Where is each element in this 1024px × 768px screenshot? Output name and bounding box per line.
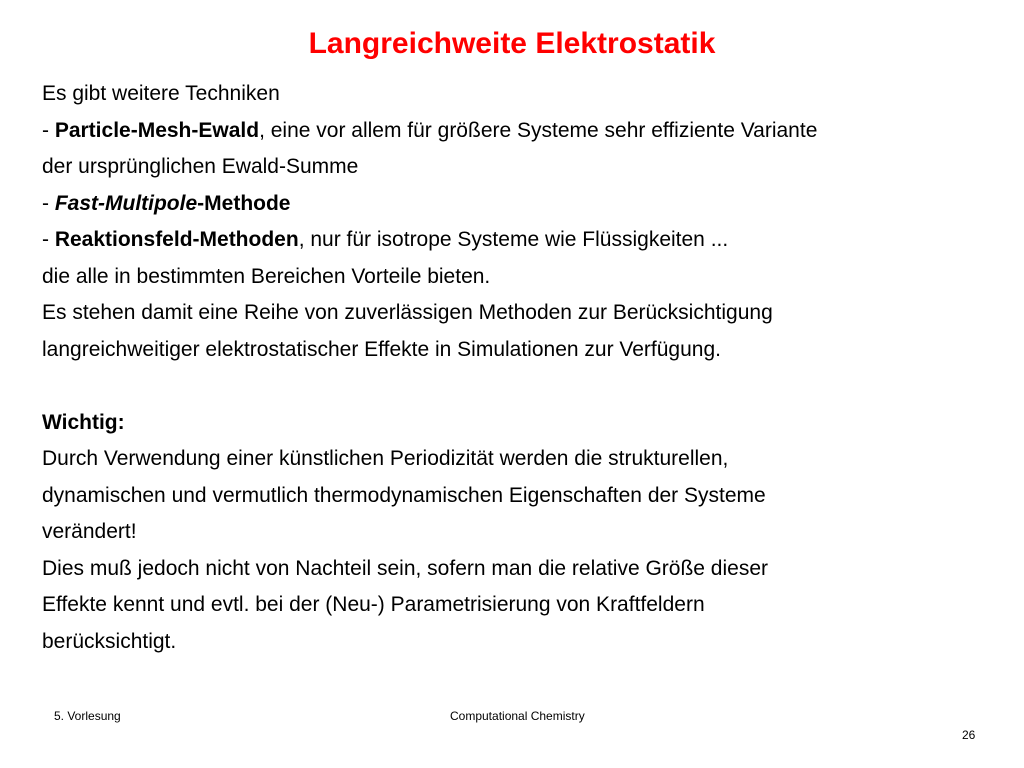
text-line-pme: [42, 113, 1002, 150]
text-line: Es stehen damit eine Reihe von zuverlässigen Methoden zur Berücksichtigung: [42, 301, 773, 324]
text-line: dynamischen und vermutlich thermodynamischen Eigenschaften der Systeme: [42, 483, 766, 507]
heading-wichtig: [42, 405, 1002, 442]
text-line: Es gibt weitere Techniken: [42, 82, 280, 105]
page-number: 26: [962, 728, 976, 742]
text-line-fmm: [42, 186, 1002, 223]
heading-text: Wichtig:: [42, 410, 125, 434]
term-fast-multipole: [55, 192, 291, 215]
term-fast-multipole-italic: Fast-Multipole: [54, 191, 198, 215]
dash: -: [42, 191, 55, 215]
dash: -: [42, 228, 55, 251]
term-reaktionsfeld-methoden: Reaktionsfeld-Methoden: [54, 228, 299, 251]
text: , nur für isotrope Systeme wie Flüssigkeiten ...: [298, 228, 729, 251]
term-particle-mesh-ewald: Particle-Mesh-Ewald: [54, 118, 260, 142]
slide-title: Langreichweite Elektrostatik: [308, 27, 716, 60]
text-line: der ursprünglichen Ewald-Summe: [42, 155, 359, 178]
text-line: Effekte kennt und evtl. bei der (Neu-) Parametrisierung von Kraftfeldern: [42, 593, 705, 616]
footer-lecture: 5. Vorlesung: [54, 709, 121, 723]
text-line: Dies muß jedoch nicht von Nachteil sein, sofern man die relative Größe dieser: [42, 556, 768, 580]
term-methode: -Methode: [197, 191, 291, 215]
slide-body: [42, 76, 1002, 660]
text-line: die alle in bestimmten Bereichen Vorteile bieten.: [42, 264, 491, 288]
text-line: Durch Verwendung einer künstlichen Periodizität werden die strukturellen,: [42, 447, 729, 470]
text-line: berücksichtigt.: [42, 629, 177, 653]
text: , eine vor allem für größere Systeme sehr effiziente Variante: [259, 118, 818, 142]
text-line-reaction-field: [42, 222, 1002, 259]
spacer: [42, 368, 1002, 405]
dash: -: [42, 118, 55, 142]
text-line: langreichweitiger elektrostatischer Effekte in Simulationen zur Verfügung.: [42, 337, 721, 361]
text-line: verändert!: [42, 520, 137, 543]
footer-course: Computational Chemistry: [450, 709, 585, 723]
